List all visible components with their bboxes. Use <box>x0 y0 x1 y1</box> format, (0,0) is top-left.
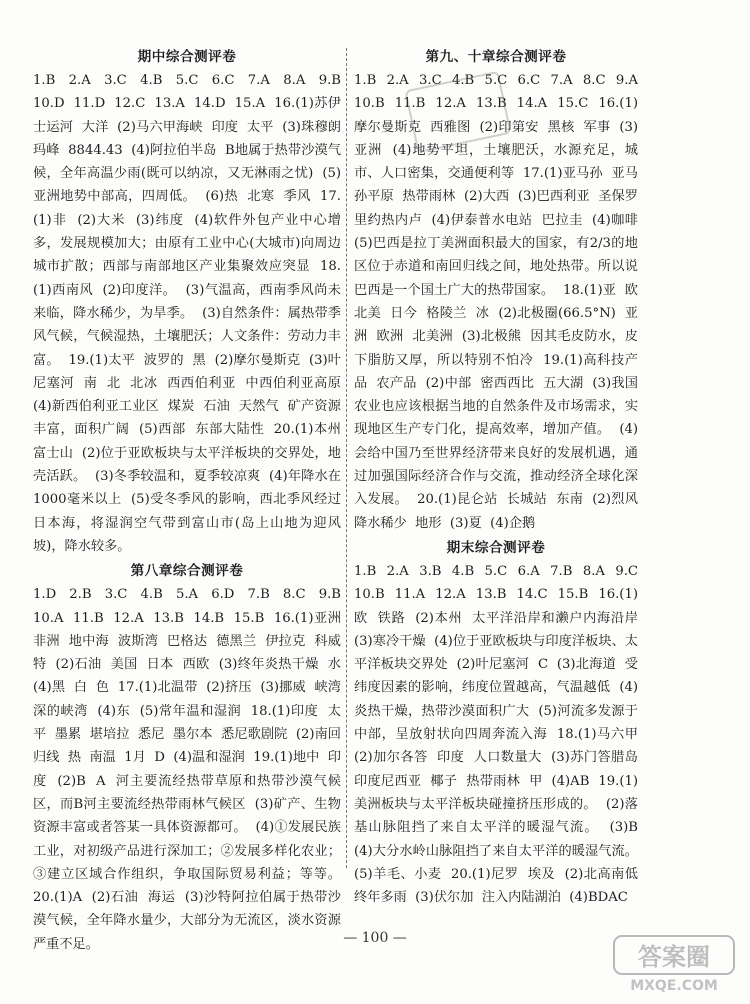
final-section <box>354 537 647 909</box>
chapter9-10-answers: 1.B 2.A 3.C 4.B 5.C 6.C 7.A 8.C 9.A 10.B 11.B 12.A 13.B 14.A 15.C 16.(1)摩尔曼斯克 西雅图 (2)印第安 黑核 军事 (3)亚洲 (4)地势平坦，土壤肥沃，水源充足，城市、人口密集，交通便利等 17.(1)亚马孙 亚马孙平原 热带雨林 (2)大西 (3)巴西利亚 圣保罗 里约热内卢 (4)伊泰普水电站 巴拉圭 (4)咖啡 (5)巴西是拉丁美洲面积最大的国家，有2/3的地区位于赤道和南回归线之间，地处热带。所以说巴西是一个国土广大的热带国家。 18.(1)亚 欧 北美 日今 格陵兰 冰 (2)北极圈(66.5°N) 亚洲 欧洲 北美洲 (3)北极熊 因其毛皮防水，皮下脂肪又厚，所以特别不怕冷 19.(1)高科技产品 农产品 (2)中部 密西西比 五大湖 (3)我国农业也应该根据当地的自然条件及市场需求，实现地区生产专门化，提高效率，增加产值。 (4)会给中国乃至世界经济带来良好的发展机遇，通过加强国际经济合作与交流，推动经济全球化深入发展。 20.(1)昆仑站 长城站 东南 (2)烈风 降水稀少 地形 (3)夏 (4)企鹅 <box>354 73 647 531</box>
final-answers: 1.B 2.A 3.B 4.B 5.C 6.A 7.B 8.A 9.C 10.B 11.A 12.A 13.B 14.C 15.B 16.(1)欧 铁路 (2)本州 太平洋沿岸和濑户内海沿岸 (3)寒冷干燥 (4)位于亚欧板块与印度洋板块、太平洋板块交界处 (2)叶尼塞河 C (3)北海道 受纬度因素的影响，纬度位置越高，气温越低 (4)炎热干燥，热带沙漠面积广大 (5)河流多发源于中部，呈放射状向四周奔流入海 18.(1)马六甲 (2)加尔各答 印度 人口数量大 (3)苏门答腊岛 印度尼西亚 椰子 热带雨林 甲 (4)AB 19.(1)美洲板块与太平洋板块碰撞挤压形成的。 (2)落基山脉阻挡了来自太平洋的暖湿气流。 (3)B (4)大分水岭山脉阻挡了来自太平洋的暖湿气流。 (5)羊毛、小麦 20.(1)尼罗 埃及 (2)北高南低 终年多雨 (3)伏尔加 注入内陆湖泊 (4)BDAC <box>354 563 647 906</box>
right-column <box>354 46 647 909</box>
midterm-title: 期中综合测评卷 <box>137 49 237 65</box>
page-number: — 100 — <box>343 930 407 946</box>
chapter9-10-title: 第九、十章综合测评卷 <box>425 49 567 65</box>
midterm-answers: 1.B 2.A 3.C 4.B 5.C 6.C 7.A 8.A 9.B 10.D 11.D 12.C 13.A 14.D 15.A 16.(1)苏伊士运河 大洋 (2)马六甲海峡 印度 太平 (3)珠穆朗玛峰 8844.43 (4)阿拉伯半岛 B地属于热带沙漠气候，全年高温少雨(既可以纳凉，又无淋雨之忧) (5)亚洲地势中部高，四周低。 (6)热 北寒 季风 17.(1)非 (2)大米 (3)纬度 (4)软件外包产业中心增多，发展规模加大；由原有工业中心(大城市)向周边城市扩散；西部与南部地区产业集聚效应突显 18.(1)西南风 (2)印度洋。 (3)气温高，西南季风尚未来临，降水稀少，为旱季。 (3)自然条件：属热带季风气候，气候湿热，土壤肥沃；人文条件：劳动力丰富。 19.(1)太平 波罗的 黑 (2)摩尔曼斯克 (3)叶尼塞河 南 北 北冰 西西伯利亚 中西伯利亚高原 (4)新西伯利亚工业区 煤炭 石油 天然气 矿产资源丰富，面积广阔 (5)西部 东部大陆性 20.(1)本州 富士山 (2)位于亚欧板块与太平洋板块的交界处，地壳活跃。 (3)冬季较温和，夏季较凉爽 (4)年降水在1000毫米以上 (5)受冬季风的影响，西北季风经过日本海，将湿润空气带到富山市(岛上山地为迎风坡)，降水较多。 <box>33 73 350 554</box>
left-column <box>33 46 350 956</box>
column-divider <box>346 48 347 868</box>
chapter8-section <box>33 560 350 956</box>
watermark-text: 答案圈 <box>638 943 710 971</box>
midterm-section <box>33 46 350 558</box>
watermark-url: MXQE.COM <box>630 978 718 994</box>
chapter8-title: 第八章综合测评卷 <box>130 563 244 580</box>
final-title: 期末综合测评卷 <box>446 539 546 556</box>
chapter8-answers: 1.D 2.B 3.C 4.B 5.A 6.D 7.B 8.C 9.B 10.A 11.B 12.A 13.B 14.B 15.B 16.(1)亚洲 非洲 地中海 波斯湾 巴格达 德黑兰 伊拉克 科威特 (2)石油 美国 日本 西欧 (3)终年炎热干燥 水 (4)黑 白 色 17.(1)北温带 (2)挤压 (3)挪威 峡湾 深的峡湾 (4)东 (5)常年温和湿润 18.(1)印度 太平 墨累 堪培拉 悉尼 墨尔本 悉尼歌剧院 (2)南回归线 热 南温 1月 D (4)温和湿润 19.(1)地中 印度 (2)B A 河主要流经热带草原和热带沙漠气候区，而B河主要流经热带雨林气候区 (3)矿产、生物资源丰富或者答某一具体资源都可。 (4)①发展民族工业，对初级产品进行深加工；②发展多样化农业；③建立区域合作组织，争取国际贸易利益；等等。 20.(1)A (2)石油 海运 (3)沙特阿拉伯属于热带沙漠气候，全年降水量少，大部分为无流区，淡水资源严重不足。 <box>33 587 350 952</box>
watermark-logo <box>612 932 736 996</box>
